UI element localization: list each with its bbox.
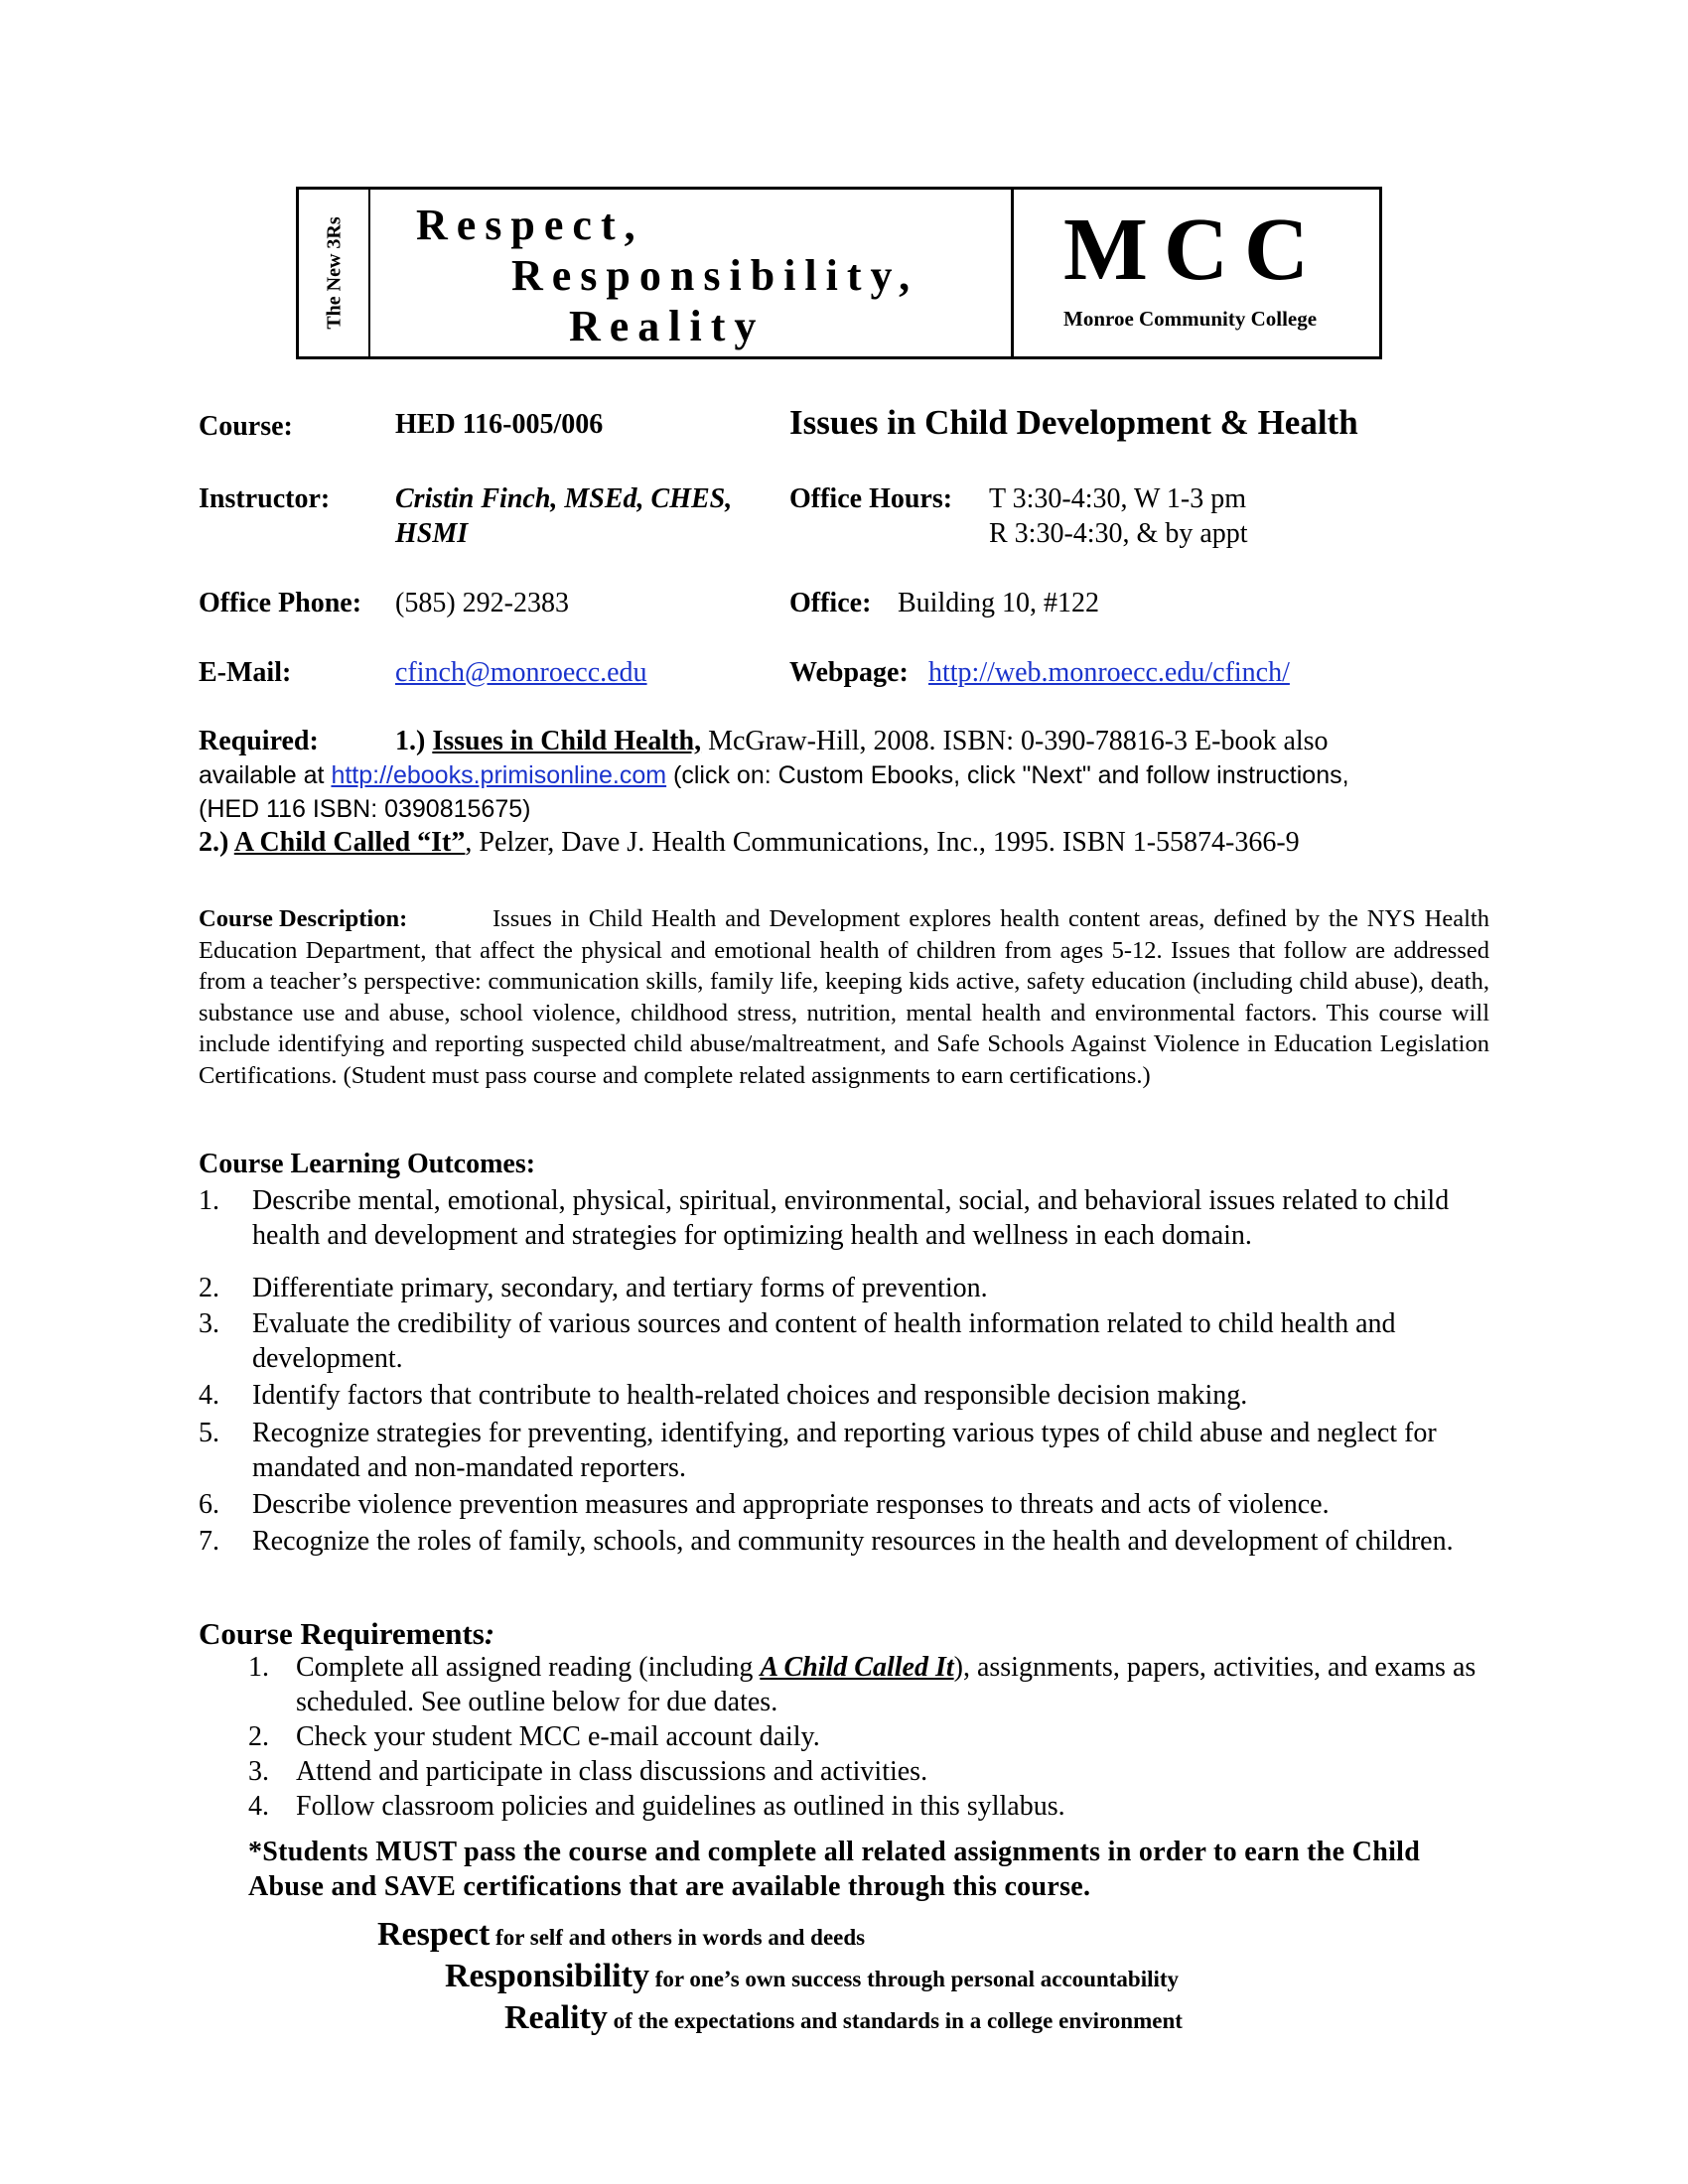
requirement-number: 2. — [248, 1721, 269, 1752]
book1-number: 1.) — [395, 726, 426, 756]
ebook-instructions: (click on: Custom Ebooks, click "Next" and follow instructions, — [666, 761, 1349, 789]
college-abbr: MCC — [1063, 201, 1325, 299]
outcome-number: 7. — [199, 1526, 219, 1557]
tagline-word: Reality — [504, 1999, 608, 2036]
requirement-text-part: ), assignments, papers, activities, and exams as scheduled. See outline below for due dates. — [296, 1652, 1477, 1717]
ebook-isbn: (HED 116 ISBN: 0390815675) — [199, 795, 531, 823]
outcome-text: Describe violence prevention measures and appropriate responses to threats and acts of violence. — [252, 1489, 1330, 1520]
requirement-number: 4. — [248, 1791, 269, 1822]
tagline-reality — [504, 1999, 1183, 2037]
office-hours-line2: R 3:30-4:30, & by appt — [989, 518, 1248, 549]
office-hours-label: Office Hours: — [789, 483, 953, 514]
outcome-text: Identify factors that contribute to health-related choices and responsible decision making. — [252, 1380, 1248, 1411]
required-line-1 — [199, 725, 1489, 758]
course-title: Issues in Child Development & Health — [789, 403, 1358, 442]
tagline-respect — [377, 1916, 865, 1954]
outcome-text: Recognize strategies for preventing, identifying, and reporting various types of child abuse and neglect for mandated and non-mandated reporters. — [252, 1418, 1437, 1483]
outcome-text: Differentiate primary, secondary, and tertiary forms of prevention. — [252, 1273, 988, 1303]
motto-reality: Reality — [569, 302, 766, 350]
requirement-book-title: A Child Called It — [760, 1652, 954, 1683]
book1-title: Issues in Child Health, — [432, 726, 702, 756]
requirement-text-part: Complete all assigned reading (including — [296, 1652, 761, 1683]
requirement-text: Follow classroom policies and guidelines as outlined in this syllabus. — [296, 1791, 1065, 1822]
motto-respect: Respect, — [416, 201, 644, 249]
email-label: E-Mail: — [199, 657, 292, 688]
outcome-number: 3. — [199, 1308, 219, 1339]
side-label: The New 3Rs — [323, 216, 346, 330]
book1-details: McGraw-Hill, 2008. ISBN: 0-390-78816-3 E-book also — [701, 726, 1329, 756]
tagline-text: for one’s own success through personal accountability — [648, 1967, 1180, 1991]
required-texts — [199, 725, 1489, 860]
ebook-available-text: available at — [199, 761, 332, 789]
instructor-name: Cristin Finch, MSEd, CHES, — [395, 483, 733, 514]
outcome-text: Evaluate the credibility of various sources and content of health information related to child health and development. — [252, 1308, 1396, 1374]
course-description — [199, 903, 1489, 1091]
requirement-text: Check your student MCC e-mail account daily. — [296, 1721, 820, 1752]
requirement-number: 3. — [248, 1756, 269, 1787]
webpage-label: Webpage: — [789, 657, 909, 688]
outcome-number: 2. — [199, 1273, 219, 1303]
required-line-4 — [199, 826, 1489, 860]
phone-number: (585) 292-2383 — [395, 588, 569, 618]
course-label: Course: — [199, 411, 293, 442]
college-name: Monroe Community College — [1063, 307, 1318, 331]
instructor-label: Instructor: — [199, 483, 331, 514]
requirement-number: 1. — [248, 1652, 269, 1683]
email-link[interactable]: cfinch@monroecc.edu — [395, 657, 647, 688]
college-cell — [1014, 190, 1379, 356]
tagline-text: for self and others in words and deeds — [490, 1925, 866, 1950]
certification-note: *Students MUST pass the course and complete all related assignments in order to earn the Child Abuse and SAVE certifications that are available through this course. — [248, 1837, 1421, 1902]
tagline-responsibility — [445, 1958, 1179, 1995]
required-label: Required: — [199, 726, 319, 756]
required-line-2 — [199, 758, 1489, 792]
course-code: HED 116-005/006 — [395, 409, 604, 440]
side-label-cell — [299, 190, 370, 356]
instructor-credential: HSMI — [395, 518, 469, 549]
description-text: Issues in Child Health and Development explores health content areas, defined by the NYS Health Education Department, that affect the physical and emotional health of children from ages 5-12. Issues that follow are addressed from a teacher’s perspective: communication skills, family life, keeping kids active, safety education (including child abuse), death, substance use and abuse, school violence, childhood stress, nutrition, mental health and environmental factors. This course will include identifying and reporting suspected child abuse/maltreatment, and Safe Schools Against Violence in Education Legislation Certifications. (Student must pass course and complete related assignments to earn certifications.) — [199, 905, 1489, 1089]
outcome-number: 5. — [199, 1418, 219, 1448]
outcomes-title: Course Learning Outcomes: — [199, 1149, 536, 1179]
requirement-text — [296, 1650, 1517, 1719]
ebook-link[interactable]: http://ebooks.primisonline.com — [331, 761, 667, 789]
book2-number: 2.) — [199, 827, 234, 858]
tagline-word: Respect — [377, 1916, 491, 1953]
requirements-title — [199, 1616, 494, 1652]
motto-responsibility: Responsibility, — [511, 251, 919, 300]
office-location: Building 10, #122 — [898, 588, 1100, 618]
phone-label: Office Phone: — [199, 588, 362, 618]
outcome-number: 1. — [199, 1185, 219, 1216]
outcome-text: Describe mental, emotional, physical, spiritual, environmental, social, and behavioral issues related to child health and development and strategies for optimizing health and wellness in each domain. — [252, 1185, 1450, 1251]
book2-details: , Pelzer, Dave J. Health Communications, Inc., 1995. ISBN 1-55874-366-9 — [465, 827, 1300, 858]
requirement-text: Attend and participate in class discussions and activities. — [296, 1756, 928, 1787]
tagline-word: Responsibility — [445, 1958, 649, 1994]
motto-cell — [370, 190, 1014, 356]
office-hours-line1: T 3:30-4:30, W 1-3 pm — [989, 483, 1246, 514]
description-label: Course Description: — [199, 905, 408, 932]
outcome-text: Recognize the roles of family, schools, and community resources in the health and development of children. — [252, 1526, 1454, 1557]
book2-title: A Child Called “It” — [233, 827, 466, 858]
requirements-title-text: Course Requirements — [199, 1616, 485, 1651]
outcome-number: 6. — [199, 1489, 219, 1520]
webpage-link[interactable]: http://web.monroecc.edu/cfinch/ — [928, 657, 1290, 688]
requirements-title-colon: : — [484, 1616, 495, 1651]
header-box — [296, 187, 1382, 359]
tagline-text: of the expectations and standards in a college environment — [607, 2008, 1183, 2033]
office-label: Office: — [789, 588, 872, 618]
outcome-number: 4. — [199, 1380, 219, 1411]
